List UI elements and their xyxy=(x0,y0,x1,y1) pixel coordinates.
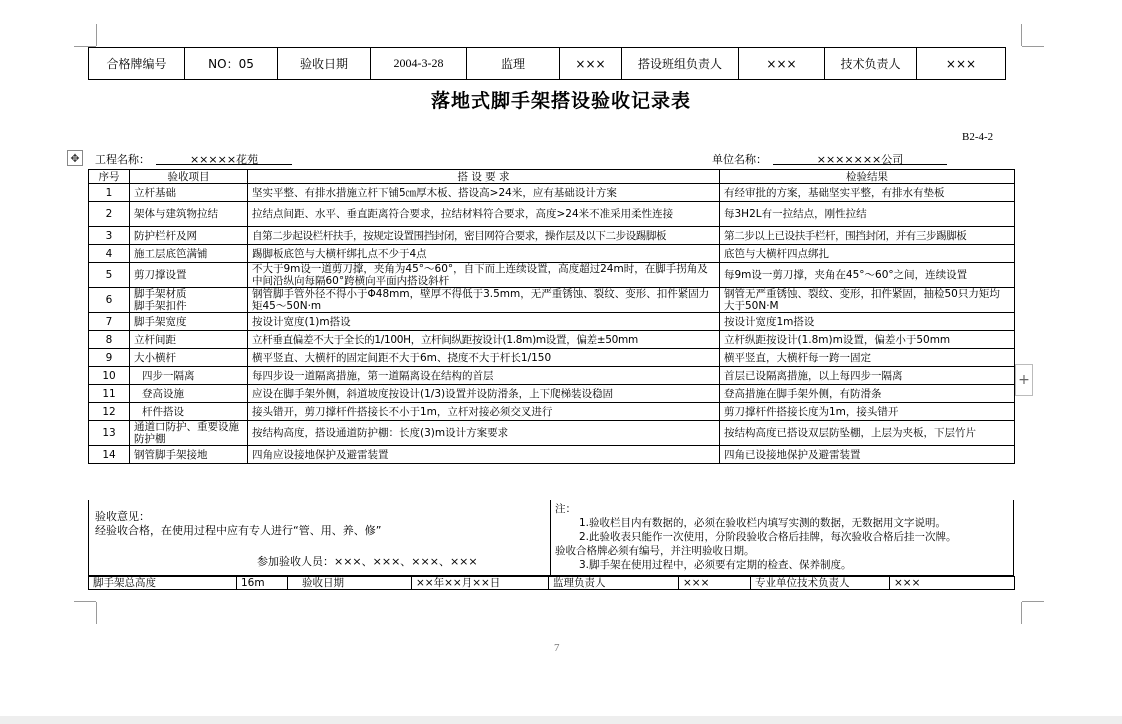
row-no: 2 xyxy=(89,202,130,227)
row-item: 剪刀撑设置 xyxy=(130,263,248,288)
row-no: 6 xyxy=(89,288,130,313)
total-height-value[interactable]: 16m xyxy=(237,577,288,590)
table-row xyxy=(89,331,1015,349)
table-row xyxy=(89,403,1015,421)
row-no: 14 xyxy=(89,446,130,464)
footer-date-value[interactable]: ××年××月××日 xyxy=(412,577,549,590)
accept-date-value[interactable]: 2004-3-28 xyxy=(371,48,467,80)
row-requirement: 应设在脚手架外侧，斜道坡度按设计(1/3)设置并设防滑条，上下爬梯装设稳固 xyxy=(248,385,720,403)
row-requirement: 踢脚板底笆与大横杆绑扎点不少于4点 xyxy=(248,245,720,263)
row-result[interactable]: 按设计宽度1m搭设 xyxy=(720,313,1015,331)
row-requirement: 按设计宽度(1)m搭设 xyxy=(248,313,720,331)
row-result[interactable]: 登高措施在脚手架外侧，有防滑条 xyxy=(720,385,1015,403)
row-requirement: 坚实平整、有排水措施立杆下铺5㎝厚木板、搭设高>24米，应有基础设计方案 xyxy=(248,184,720,202)
row-result[interactable]: 钢管无严重锈蚀、裂纹、变形，扣件紧固，抽检50只力矩均大于50N·M xyxy=(720,288,1015,313)
table-row xyxy=(89,349,1015,367)
tech-lead-value[interactable]: ××× xyxy=(917,48,1006,80)
row-result[interactable]: 四角已设接地保护及避雷装置 xyxy=(720,446,1015,464)
row-result[interactable]: 按结构高度已搭设双层防坠棚，上层为夹板，下层竹片 xyxy=(720,421,1015,446)
row-item: 架体与建筑物拉结 xyxy=(130,202,248,227)
opinion-notes-block xyxy=(88,500,1014,576)
participants[interactable]: 参加验收人员：×××、×××、×××、××× xyxy=(257,555,478,568)
row-result[interactable]: 底笆与大横杆四点绑扎 xyxy=(720,245,1015,263)
col-header-requirement: 搭 设 要 求 xyxy=(248,170,720,184)
col-header-result: 检验结果 xyxy=(720,170,1015,184)
row-item: 施工层底笆满铺 xyxy=(130,245,248,263)
row-requirement: 四角应设接地保护及避雷装置 xyxy=(248,446,720,464)
row-result[interactable]: 剪刀撑杆件搭接长度为1m，接头错开 xyxy=(720,403,1015,421)
footer-supervisor-label: 监理负责人 xyxy=(549,577,679,590)
table-row xyxy=(89,385,1015,403)
opinion-title: 验收意见： xyxy=(95,510,150,523)
row-requirement: 接头错开，剪刀撑杆件搭接长不小于1m，立杆对接必须交叉进行 xyxy=(248,403,720,421)
crop-mark-bottom-left-h xyxy=(74,601,96,602)
footer-table xyxy=(88,576,1015,590)
cert-no-value[interactable]: NO：05 xyxy=(185,48,278,80)
crop-mark-bottom-right-h xyxy=(1022,601,1044,602)
row-result[interactable]: 每3H2L有一拉结点，刚性拉结 xyxy=(720,202,1015,227)
footer-supervisor-value[interactable]: ××× xyxy=(679,577,751,590)
row-item: 脚手架宽度 xyxy=(130,313,248,331)
opinion-divider xyxy=(550,500,551,576)
project-name-value[interactable]: ×××××花苑 xyxy=(156,151,292,165)
row-result[interactable]: 每9m设一剪刀撑，夹角在45°～60°之间，连续设置 xyxy=(720,263,1015,288)
row-item: 立杆基础 xyxy=(130,184,248,202)
table-move-handle-icon[interactable]: ✥ xyxy=(67,150,83,166)
row-no: 7 xyxy=(89,313,130,331)
document-title: 落地式脚手架搭设验收记录表 xyxy=(430,90,691,112)
tech-lead-label: 技术负责人 xyxy=(825,48,917,80)
table-row xyxy=(89,446,1015,464)
form-code: B2-4-2 xyxy=(962,131,994,143)
row-no: 12 xyxy=(89,403,130,421)
note-1: 1.验收栏目内有数据的，必须在验收栏内填写实测的数据，无数据用文字说明。 xyxy=(579,517,947,529)
row-item: 立杆间距 xyxy=(130,331,248,349)
row-requirement: 自第二步起设栏杆扶手，按规定设置围挡封闭，密目网符合要求，操作层及以下二步设踢脚板 xyxy=(248,227,720,245)
table-row xyxy=(89,421,1015,446)
row-result[interactable]: 第二步以上已设扶手栏杆，围挡封闭，并有三步踢脚板 xyxy=(720,227,1015,245)
crop-mark-top-left-v xyxy=(96,24,97,46)
supervisor-label: 监理 xyxy=(467,48,560,80)
row-result[interactable]: 横平竖直，大横杆每一跨一固定 xyxy=(720,349,1015,367)
row-item: 通道口防护、重要设施防护棚 xyxy=(130,421,248,446)
unit-name-label: 单位名称： xyxy=(712,153,767,166)
row-no: 10 xyxy=(89,367,130,385)
row-no: 5 xyxy=(89,263,130,288)
footer-tech-value[interactable]: ××× xyxy=(890,577,1015,590)
col-header-no: 序号 xyxy=(89,170,130,184)
row-item: 脚手架材质 脚手架扣件 xyxy=(130,288,248,313)
table-row xyxy=(89,313,1015,331)
row-no: 9 xyxy=(89,349,130,367)
row-no: 13 xyxy=(89,421,130,446)
row-item: 杆件搭设 xyxy=(130,403,248,421)
row-item: 防护栏杆及网 xyxy=(130,227,248,245)
page-number: 7 xyxy=(554,642,560,654)
row-requirement: 拉结点间距、水平、垂直距离符合要求，拉结材料符合要求，高度>24米不准采用柔性连接 xyxy=(248,202,720,227)
unit-name-value[interactable]: ×××××××公司 xyxy=(773,151,947,165)
total-height-label: 脚手架总高度 xyxy=(89,577,237,590)
note-3: 3.脚手架在使用过程中，必须要有定期的检查、保养制度。 xyxy=(579,559,852,571)
crop-mark-bottom-right-v xyxy=(1021,602,1022,624)
footer-date-label: 验收日期 xyxy=(288,577,412,590)
inspection-table xyxy=(88,169,1015,464)
crop-mark-bottom-left-v xyxy=(96,602,97,624)
crop-mark-top-right-v xyxy=(1021,24,1022,46)
footer-tech-label: 专业单位技术负责人 xyxy=(751,577,890,590)
table-header-row xyxy=(89,170,1015,184)
row-no: 1 xyxy=(89,184,130,202)
team-leader-label: 搭设班组负责人 xyxy=(622,48,739,80)
row-no: 3 xyxy=(89,227,130,245)
table-row xyxy=(89,227,1015,245)
team-leader-value[interactable]: ××× xyxy=(739,48,825,80)
accept-date-label: 验收日期 xyxy=(278,48,371,80)
table-row xyxy=(89,288,1015,313)
opinion-text[interactable]: 经验收合格，在使用过程中应有专人进行“管、用、养、修” xyxy=(95,524,382,537)
row-item: 大小横杆 xyxy=(130,349,248,367)
cert-no-label: 合格牌编号 xyxy=(89,48,185,80)
row-no: 8 xyxy=(89,331,130,349)
supervisor-value[interactable]: ××× xyxy=(560,48,622,80)
row-result[interactable]: 有经审批的方案，基础坚实平整，有排水有垫板 xyxy=(720,184,1015,202)
certificate-header-table xyxy=(88,47,1006,80)
notes xyxy=(555,502,1011,572)
row-requirement: 立杆垂直偏差不大于全长的1/100H，立杆间纵距按设计(1.8m)m设置，偏差±50mm xyxy=(248,331,720,349)
notes-title: 注： xyxy=(555,503,576,515)
col-header-item: 验收项目 xyxy=(130,170,248,184)
row-result[interactable]: 首层已设隔离措施，以上每四步一隔离 xyxy=(720,367,1015,385)
table-row xyxy=(89,263,1015,288)
note-2: 2.此验收表只能作一次使用，分阶段验收合格后挂牌，每次验收合格后挂一次牌。 xyxy=(579,531,957,543)
row-requirement: 不大于9m设一道剪刀撑，夹角为45°～60°，自下而上连续设置，高度超过24m时，在脚手拐角及中间沿纵向每隔60°跨横向平面内搭设斜杆 xyxy=(248,263,720,288)
note-2b: 验收合格牌必须有编号，并注明验收日期。 xyxy=(555,545,755,557)
table-row xyxy=(89,367,1015,385)
table-row xyxy=(89,202,1015,227)
status-strip xyxy=(0,716,1122,724)
table-row xyxy=(89,184,1015,202)
table-row xyxy=(89,245,1015,263)
row-requirement: 每四步设一道隔离措施，第一道隔离设在结构的首层 xyxy=(248,367,720,385)
row-item: 登高设施 xyxy=(130,385,248,403)
row-no: 4 xyxy=(89,245,130,263)
row-result[interactable]: 立杆纵距按设计(1.8m)m设置，偏差小于50mm xyxy=(720,331,1015,349)
project-name-label: 工程名称： xyxy=(95,153,150,166)
row-requirement: 按结构高度，搭设通道防护棚：长度(3)m设计方案要求 xyxy=(248,421,720,446)
row-requirement: 横平竖直、大横杆的固定间距不大于6m、挠度不大于杆长1/150 xyxy=(248,349,720,367)
row-item: 钢管脚手架接地 xyxy=(130,446,248,464)
row-requirement: 钢管脚手管外径不得小于Φ48mm，壁厚不得低于3.5mm，无严重锈蚀、裂纹、变形、扣件紧固力矩45～50N·m xyxy=(248,288,720,313)
row-no: 11 xyxy=(89,385,130,403)
add-row-plus-icon[interactable]: + xyxy=(1015,364,1033,396)
row-item: 四步一隔离 xyxy=(130,367,248,385)
crop-mark-top-right-h xyxy=(1022,46,1044,47)
